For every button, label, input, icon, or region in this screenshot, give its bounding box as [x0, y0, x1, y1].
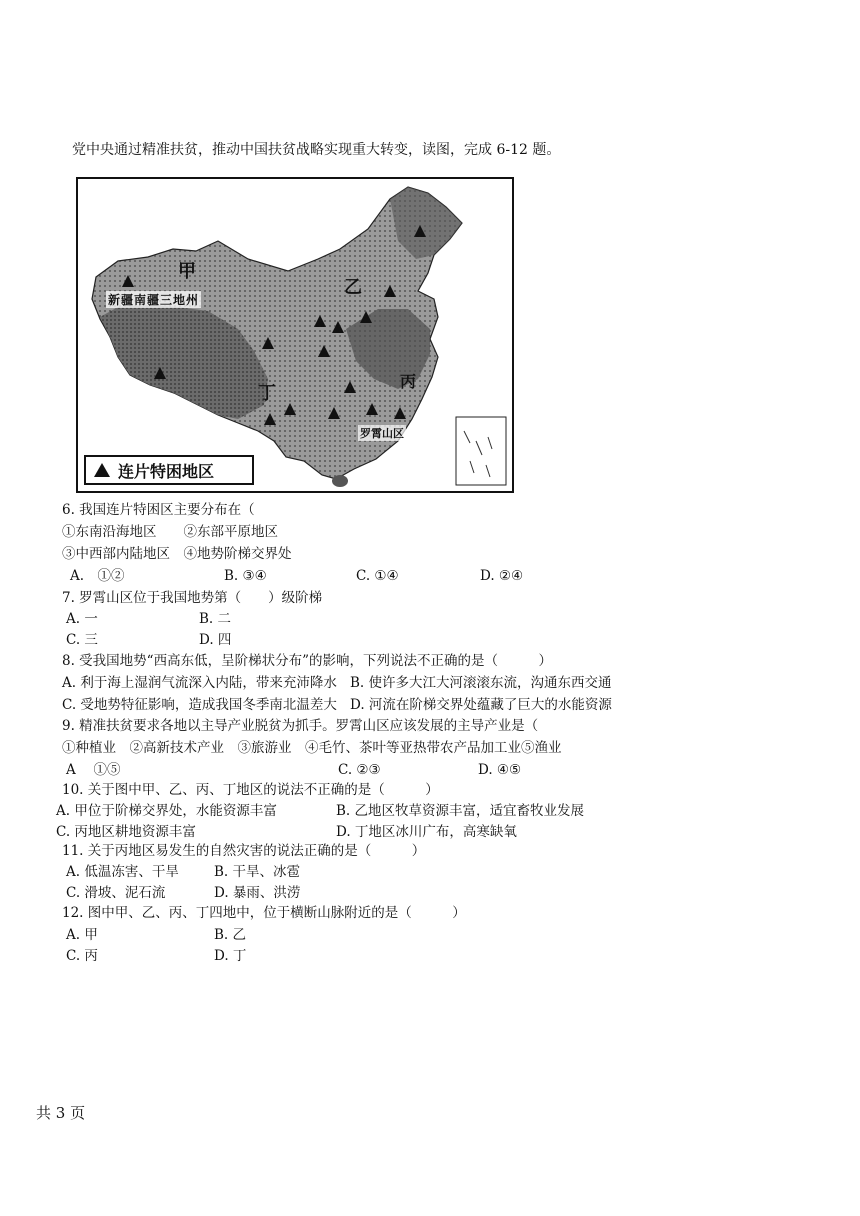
- q7-stem: 7. 罗霄山区位于我国地势第（ ）级阶梯: [62, 590, 323, 606]
- q6-stem: 6. 我国连片特困区主要分布在（: [62, 502, 255, 518]
- q9-option-a: A ①⑤: [66, 762, 121, 778]
- triangle-icon: [94, 463, 110, 477]
- hainan-island: [332, 475, 348, 487]
- label-bing: 丙: [400, 372, 417, 391]
- q12-option-d: D. 丁: [214, 948, 247, 964]
- china-map: [76, 177, 514, 493]
- q8-option-a: A. 利于海上湿润气流深入内陆，带来充沛降水: [62, 675, 337, 691]
- q8-option-b: B. 使许多大江大河滚滚东流，沟通东西交通: [350, 675, 612, 691]
- q6-option-a: A. ①②: [70, 568, 125, 584]
- q6-option-d: D. ②④: [480, 568, 524, 584]
- q9-option-c: C. ②③: [338, 762, 381, 778]
- q7-option-a: A. 一: [66, 611, 98, 627]
- q11-option-a: A. 低温冻害、干旱: [66, 864, 179, 880]
- q7-option-c: C. 三: [66, 632, 98, 648]
- legend-label: 连片特困地区: [118, 461, 215, 481]
- map-graphic: [78, 179, 512, 491]
- q6-option-c: C. ①④: [356, 568, 399, 584]
- q9-items: ①种植业 ②高新技术产业 ③旅游业 ④毛竹、茶叶等亚热带农产品加工业⑤渔业: [62, 740, 562, 756]
- label-yi: 乙: [344, 277, 362, 298]
- q10-option-a: A. 甲位于阶梯交界处，水能资源丰富: [56, 803, 277, 819]
- q6-item-1: ①东南沿海地区 ②东部平原地区: [62, 524, 278, 540]
- label-ding: 丁: [258, 383, 276, 404]
- q7-option-b: B. 二: [199, 611, 232, 627]
- south-sea-inset: [456, 417, 506, 485]
- q8-stem: 8. 受我国地势“西高东低，呈阶梯状分布”的影响，下列说法不正确的是（ ）: [62, 653, 552, 669]
- q10-option-d: D. 丁地区冰川广布，高寒缺氧: [336, 824, 517, 840]
- q12-option-b: B. 乙: [214, 927, 247, 943]
- q6-item-2: ③中西部内陆地区 ④地势阶梯交界处: [62, 546, 292, 562]
- label-luoxiao: 罗霄山区: [360, 427, 404, 440]
- page-footer: 共 3 页: [36, 1104, 86, 1122]
- q12-option-c: C. 丙: [66, 948, 98, 964]
- map-legend: [84, 455, 254, 485]
- q10-option-b: B. 乙地区牧草资源丰富，适宜畜牧业发展: [336, 803, 585, 819]
- intro-text: 党中央通过精准扶贫，推动中国扶贫战略实现重大转变，读图，完成 6-12 题。: [72, 142, 561, 158]
- q9-stem: 9. 精准扶贫要求各地以主导产业脱贫为抓手。罗霄山区应该发展的主导产业是（: [62, 718, 539, 734]
- q11-stem: 11. 关于丙地区易发生的自然灾害的说法正确的是（ ）: [62, 843, 426, 859]
- q8-option-c: C. 受地势特征影响，造成我国冬季南北温差大: [62, 697, 337, 713]
- q12-stem: 12. 图中甲、乙、丙、丁四地中，位于横断山脉附近的是（ ）: [62, 905, 466, 921]
- q8-option-d: D. 河流在阶梯交界处蕴藏了巨大的水能资源: [350, 697, 612, 713]
- q12-option-a: A. 甲: [66, 927, 98, 943]
- q11-option-d: D. 暴雨、洪涝: [214, 885, 301, 901]
- q9-option-d: D. ④⑤: [478, 762, 522, 778]
- q10-option-c: C. 丙地区耕地资源丰富: [56, 824, 196, 840]
- q10-stem: 10. 关于图中甲、乙、丙、丁地区的说法不正确的是（ ）: [62, 782, 439, 798]
- label-jia: 甲: [178, 261, 196, 282]
- q7-option-d: D. 四: [199, 632, 232, 648]
- label-xinjiang: 新疆南疆三地州: [108, 293, 200, 307]
- q11-option-b: B. 干旱、冰雹: [214, 864, 301, 880]
- q11-option-c: C. 滑坡、泥石流: [66, 885, 166, 901]
- q6-option-b: B. ③④: [224, 568, 267, 584]
